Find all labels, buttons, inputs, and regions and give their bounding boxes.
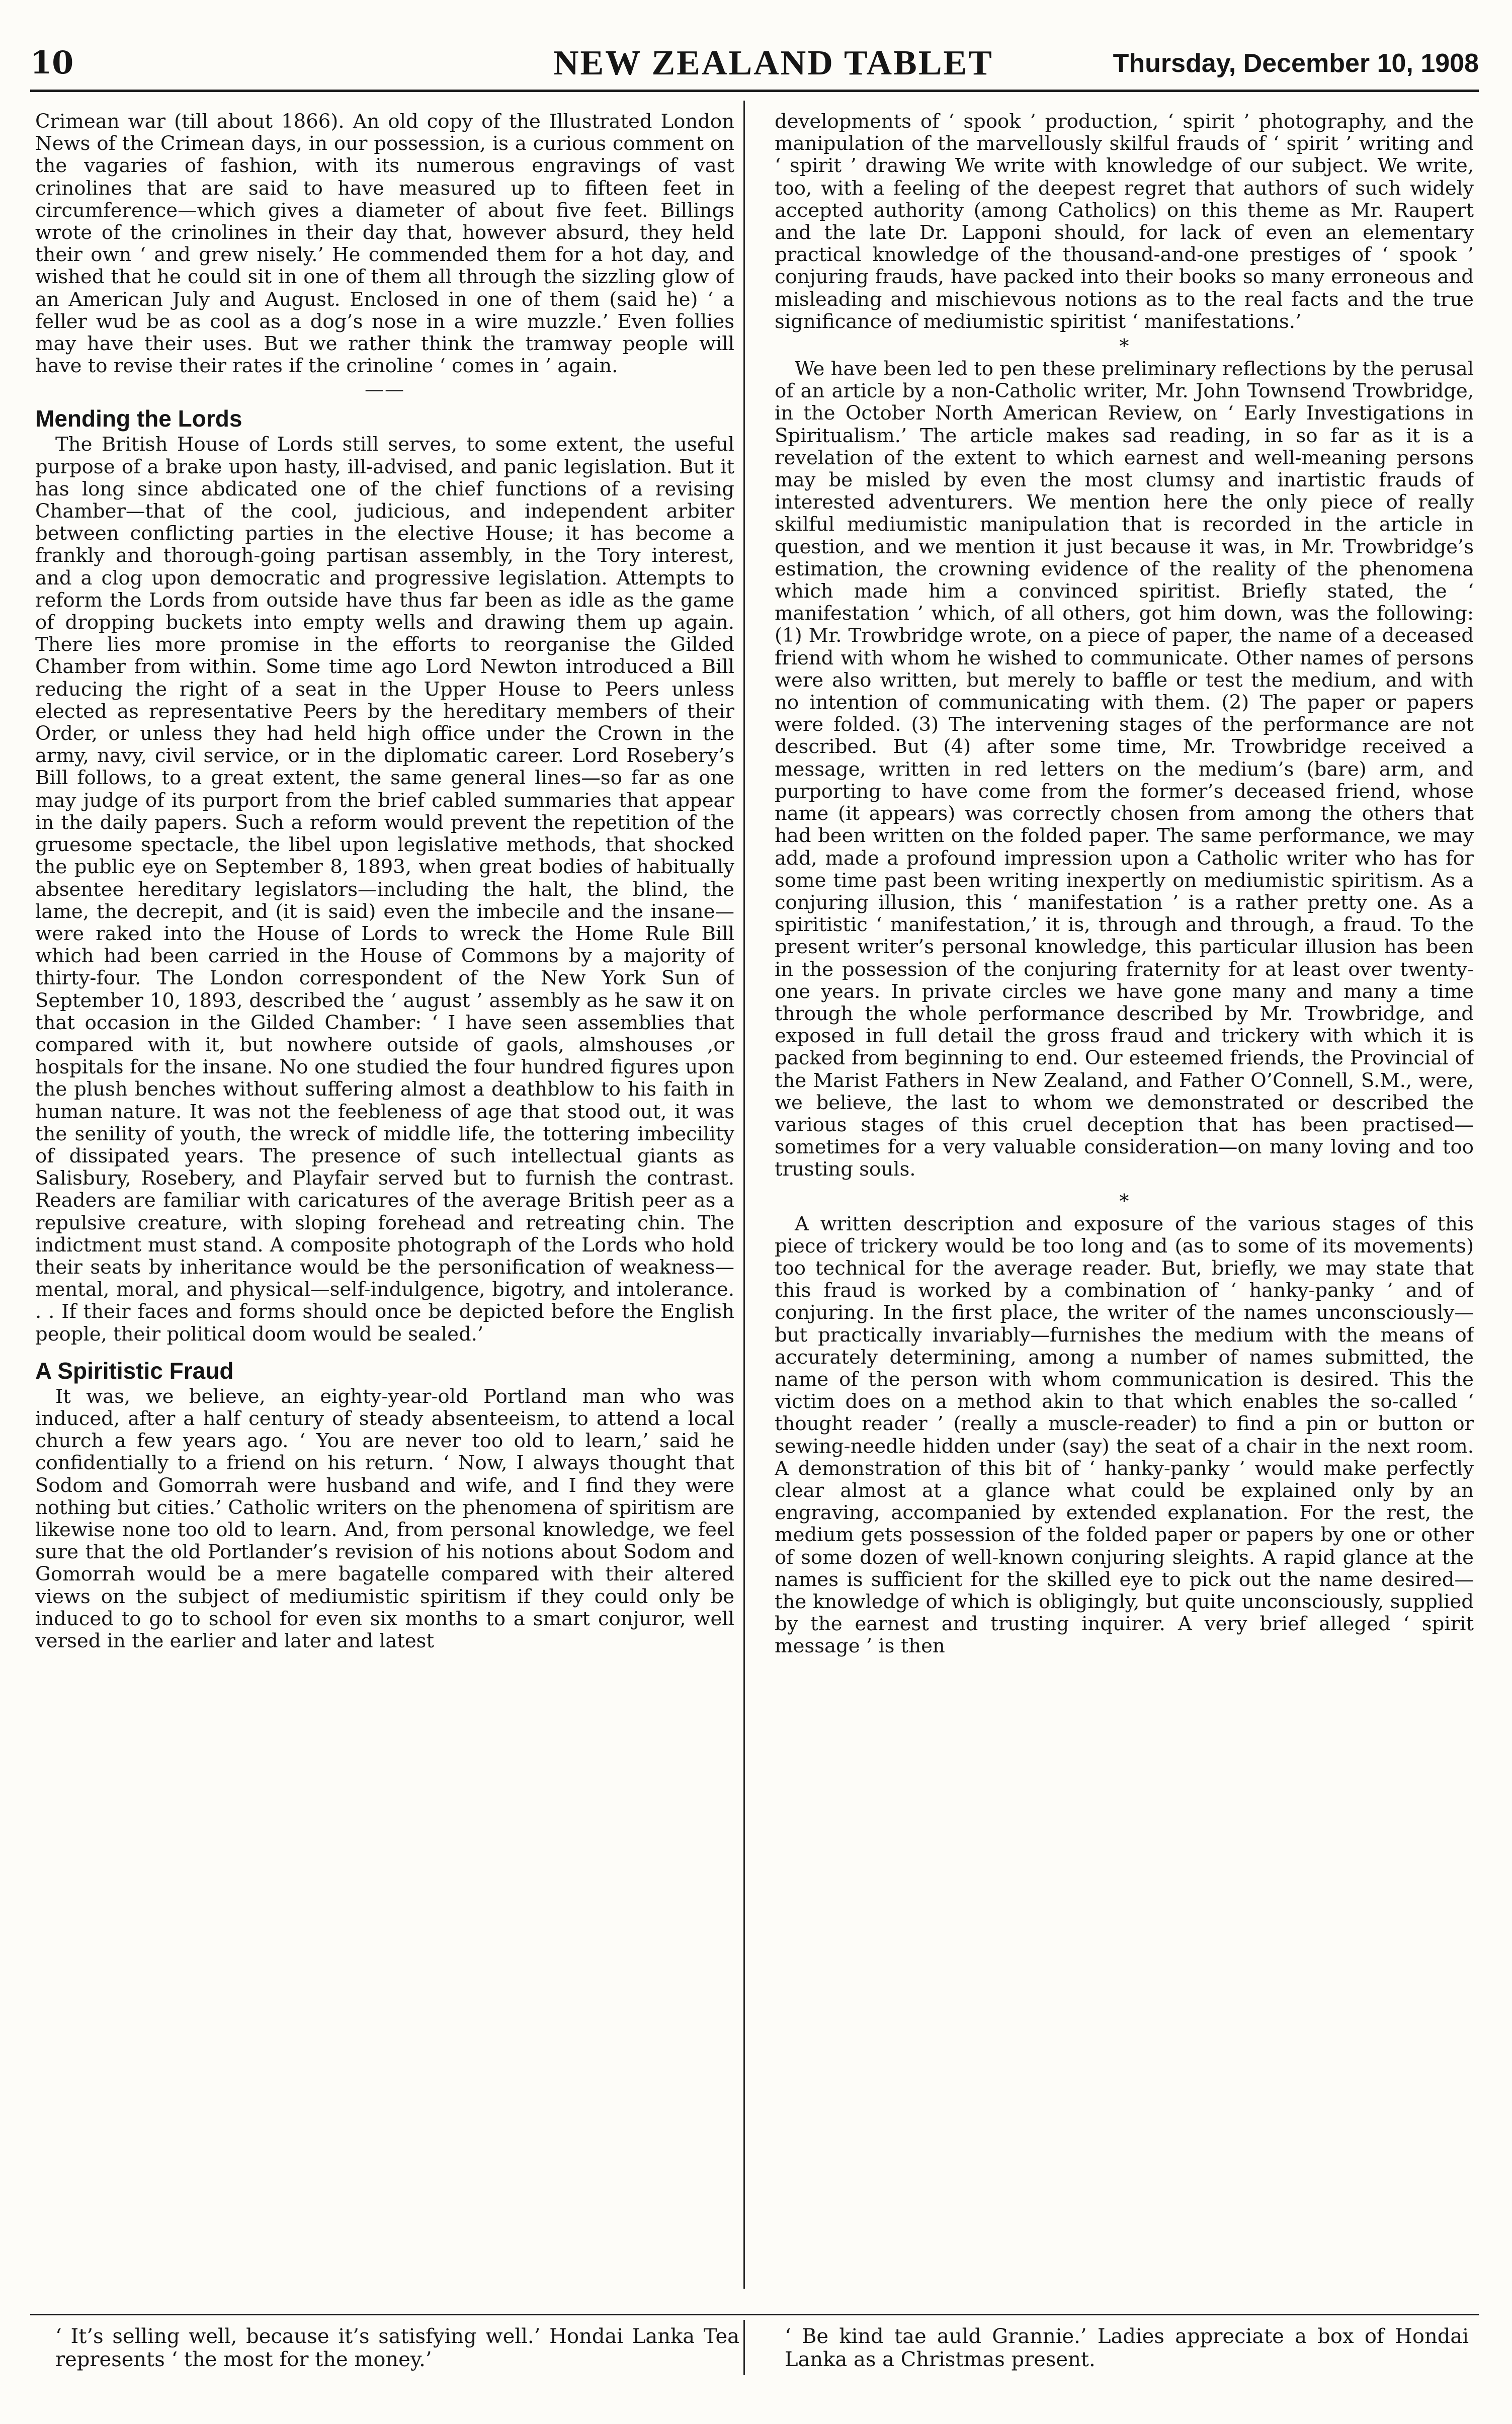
footer-advert-right: ‘ Be kind tae auld Grannie.’ Ladies appreciate a box of Hondai Lanka as a Christmas present. [785, 2325, 1469, 2371]
paragraph-spook-developments: developments of ‘ spook ’ production, ‘ spirit ’ photography, and the manipulation of the marvellously skilful frauds of ‘ spirit ’ writing and ‘ spirit ’ drawing We write with knowledge of our subject. We write, too, with a feeling of the deepest regret that authors of such widely accepted authority (among Catholics) on this theme as Mr. Raupert and the late Dr. Lapponi should, for lack of even an elementary practical knowledge of the thousand-and-one prestiges of ‘ spook ’ conjuring frauds, have packed into their books so many erroneous and misleading and mischievous notions as to the real facts and the true significance of mediumistic spiritist ‘ manifestations.’ [775, 111, 1474, 333]
column-divider [743, 101, 745, 2289]
masthead [30, 41, 1479, 92]
paragraph-trickery: A written description and exposure of the various stages of this piece of trickery would be too long and (as to some of its movements) too technical for the average reader. But, briefly, we may state that this fraud is worked by a combination of ‘ hanky-panky ’ and of conjuring. In the first place, the writer of the names unconsciously—but practically invariably—furnishes the medium with the means of accurately determining, among a number of names submitted, the name of the person with whom communication is desired. This the victim does on a method akin to that which enables the so-called ‘ thought reader ’ (really a muscle-reader) to find a pin or button or sewing-needle hidden under (say) the seat of a chair in the next room. A demonstration of this bit of ‘ hanky-panky ’ would make perfectly clear almost at a glance what could be explained only by an engraving, accompanied by extended explanation. For the rest, the medium gets possession of the folded paper or papers by one or other of some dozen of well-known conjuring sleights. A rapid glance at the names is sufficient for the skilled eye to pick out the name desired—the knowledge of which is obligingly, but quite unconsciously, supplied by the earnest and trusting inquirer. A very brief alleged ‘ spirit message ’ is then [775, 1212, 1474, 1658]
footer-advert-left: ‘ It’s selling well, because it’s satisfying well.’ Hondai Lanka Tea represents ‘ the most for the money.’ [55, 2325, 739, 2371]
footer-divider [743, 2320, 745, 2375]
section-star: * [1119, 1190, 1129, 1212]
masthead-rule [30, 90, 1479, 92]
paragraph-trowbridge: We have been led to pen these preliminary reflections by the perusal of an article by a non-Catholic writer, Mr. John Townsend Trowbridge, in the October North American Review, on ‘ Early Investigations in Spiritualism.’ The article makes sad reading, in so far as it is a revelation of the extent to which earnest and well-meaning persons may be misled by even the most clumsy and inartistic frauds of interested adventurers. We mention here the only piece of really skilful mediumistic manipulation that is recorded in the article in question, and we mention it just because it was, in Mr. Trowbridge’s estimation, the crowning evidence of the reality of the phenomena which made him a convinced spiritist. Briefly stated, the ‘ manifestation ’ which, of all others, got him down, was the following: (1) Mr. Trowbridge wrote, on a piece of paper, the name of a deceased friend with whom he wished to communicate. Other names of persons were also written, but merely to baffle or test the medium, and with no intention of communicating with them. (2) The paper or papers were folded. (3) The intervening stages of the performance are not described. But (4) after some time, Mr. Trowbridge received a message, written in red letters on the medium’s (bare) arm, and purporting to have come from the former’s deceased friend, whose name (it appears) was correctly chosen from among the others that had been written on the folded paper. The same performance, we may add, made a profound impression upon a Catholic writer who has for some time past been writing inexpertly on mediumistic spiritism. As a conjuring illusion, this ‘ manifestation ’ is a rather pretty one. As a spiritistic ‘ manifestation,’ it is, through and through, a fraud. To the present writer’s personal knowledge, this particular illusion has been in the possession of the conjuring fraternity for at least over twenty-one years. In private circles we have gone many and many a time through the whole performance described by Mr. Trowbridge, and exposed in full detail the gross fraud and trickery with which it is packed from beginning to end. Our esteemed friends, the Provincial of the Marist Fathers in New Zealand, and Father O’Connell, S.M., were, we believe, the last to whom we demonstrated or described the various stages of this cruel deception that has been practised—sometimes for a very valuable consideration—on many loving and too trusting souls. [775, 358, 1474, 1181]
paragraph-lords: The British House of Lords still serves, to some extent, the useful purpose of a brake upon hasty, ill-advised, and panic legislation. But it has long since abdicated one of the chief functions of a revising Chamber—that of the cool, judicious, and independent arbiter between conflicting parties in the elective House; it has become a frankly and thorough-going partisan assembly, in the Tory interest, and a clog upon democratic and progressive legislation. Attempts to reform the Lords from outside have thus far been as idle as the game of dropping buckets into empty wells and drawing them up again. There lies more promise in the efforts to reorganise the Gilded Chamber from within. Some time ago Lord Newton introduced a Bill reducing the right of a seat in the Upper House to Peers unless elected as representative Peers by the hereditary members of their Order, or unless they had held high office under the Crown in the army, navy, civil service, or in the diplomatic career. Lord Rosebery’s Bill follows, to a great extent, the same general lines—so far as one may judge of its purport from the brief cabled summaries that appear in the daily papers. Such a reform would prevent the repetition of the gruesome spectacle, the libel upon legislative methods, that shocked the public eye on September 8, 1893, when great bodies of habitually absentee hereditary legislators—including the halt, the blind, the lame, the decrepit, and (it is said) even the imbecile and the insane—were raked into the House of Lords to wreck the Home Rule Bill which had been carried in the House of Commons by a majority of thirty-four. The London correspondent of the New York Sun of September 10, 1893, described the ‘ august ’ assembly as he saw it on that occasion in the Gilded Chamber: ‘ I have seen assemblies that compared with it, but nowhere outside of gaols, almshouses ,or hospitals for the insane. No one studied the four hundred figures upon the plush benches without suffering almost a deathblow to his faith in human nature. It was not the feebleness of age that stood out, it was the senility of youth, the wreck of middle life, the tottering imbecility of dissipated years. The presence of such intellectual giants as Salisbury, Rosebery, and Playfair served but to furnish the contrast. Readers are familiar with caricatures of the average British peer as a repulsive creature, with sloping forehead and retreating chin. The indictment must stand. A composite photograph of the Lords who hold their seats by inheritance would be the personification of weakness—mental, moral, and physical—self-indulgence, bigotry, and intolerance. . . If their faces and forms should once be depicted before the English people, their political doom would be sealed.’ [35, 433, 734, 1346]
newspaper-title: NEW ZEALAND TABLET [553, 44, 993, 82]
left-column [35, 111, 734, 2284]
heading-mending-the-lords: Mending the Lords [35, 405, 242, 432]
paragraph-crinolines: Crimean war (till about 1866). An old copy of the Illustrated London News of the Crimean days, in our possession, is a curious comment on the vagaries of fashion, with its numerous engravings of vast crinolines that are said to have measured up to fifteen feet in circumference—which gives a diameter of about five feet. Billings wrote of the crinolines in their day that, however absurd, they held their own ‘ and grew nisely.’ He commended them for a hot day, and wished that he could sit in one of them all through the sizzling glow of an American July and August. Enclosed in one of them (said he) ‘ a feller wud be as cool as a dog’s nose in a wire muzzle.’ Even follies may have their uses. But we rather think the tramway people will have to revise their rates if the crinoline ‘ comes in ’ again. [35, 111, 734, 378]
section-star: * [1119, 335, 1129, 358]
footer-rule [30, 2314, 1479, 2315]
section-divider: —— [365, 378, 405, 401]
right-column [775, 111, 1474, 2284]
heading-spiritistic-fraud: A Spiritistic Fraud [35, 1357, 234, 1384]
page-number: 10 [30, 44, 74, 81]
issue-date: Thursday, December 10, 1908 [1113, 49, 1479, 78]
paragraph-fraud: It was, we believe, an eighty-year-old Portland man who was induced, after a half century of steady absenteeism, to attend a local church a few years ago. ‘ You are never too old to learn,’ said he confidentially to a friend on his return. ‘ Now, I always thought that Sodom and Gomorrah were husband and wife, and I find they were nothing but cities.’ Catholic writers on the phenomena of spiritism are likewise none too old to learn. And, from personal knowledge, we feel sure that the old Portlander’s revision of his notions about Sodom and Gomorrah would be a mere bagatelle compared with their altered views on the subject of mediumistic spiritism if they could only be induced to go to school for even six months to a smart conjuror, well versed in the earlier and later and latest [35, 1385, 734, 1652]
